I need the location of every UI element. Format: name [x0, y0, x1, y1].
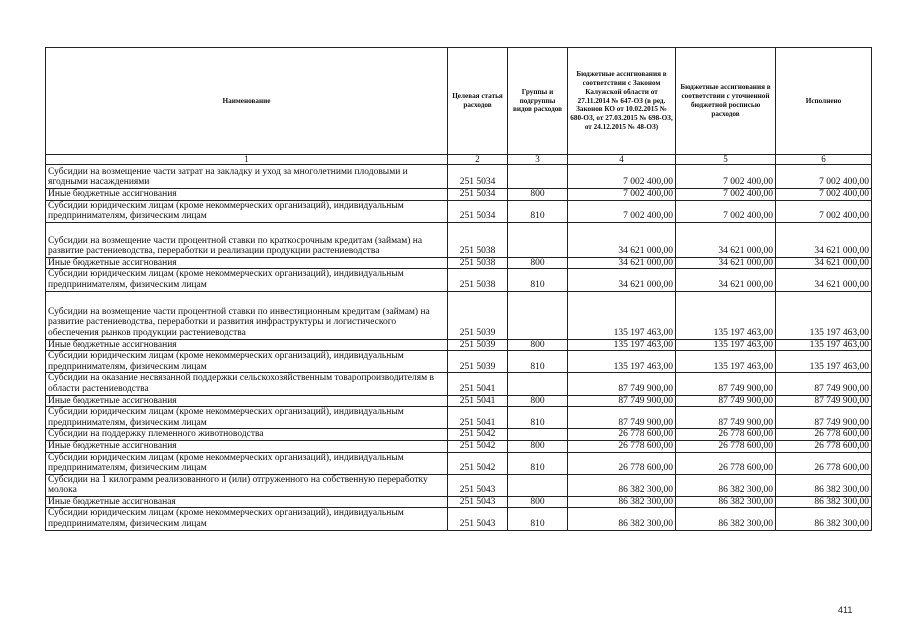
- row-name: Субсидии юридическим лицам (кроме некоммерческих организаций), индивидуальным предпринимателям, физическим лицам: [46, 269, 448, 291]
- row-expense-group: 800: [508, 440, 568, 452]
- table-row: [46, 291, 872, 339]
- row-expense-group: 800: [508, 395, 568, 407]
- row-budget-refined: 135 197 463,00: [676, 291, 776, 339]
- row-target-article: 251 5038: [448, 257, 508, 269]
- row-name: Иные бюджетные ассигнования: [46, 189, 448, 201]
- row-budget-refined: 7 002 400,00: [676, 189, 776, 201]
- row-executed: 86 382 300,00: [776, 508, 872, 530]
- row-expense-group: [508, 165, 568, 189]
- row-executed: 34 621 000,00: [776, 222, 872, 257]
- row-expense-group: [508, 429, 568, 441]
- table-row: [46, 508, 872, 530]
- row-expense-group: 800: [508, 257, 568, 269]
- row-executed: 7 002 400,00: [776, 200, 872, 222]
- table-row: [46, 269, 872, 291]
- row-target-article: 251 5041: [448, 373, 508, 395]
- row-name: Иные бюджетные ассигнования: [46, 339, 448, 351]
- row-target-article: 251 5041: [448, 407, 508, 429]
- row-target-article: 251 5034: [448, 189, 508, 201]
- row-target-article: 251 5034: [448, 165, 508, 189]
- column-number-row: [46, 155, 872, 165]
- row-name: Субсидии юридическим лицам (кроме некоммерческих организаций), индивидуальным предпринимателям, физическим лицам: [46, 351, 448, 373]
- row-executed: 87 749 900,00: [776, 407, 872, 429]
- row-executed: 87 749 900,00: [776, 395, 872, 407]
- row-executed: 87 749 900,00: [776, 373, 872, 395]
- row-target-article: 251 5039: [448, 291, 508, 339]
- row-expense-group: [508, 373, 568, 395]
- row-name: Субсидии юридическим лицам (кроме некоммерческих организаций), индивидуальным предпринимателям, физическим лицам: [46, 452, 448, 474]
- row-budget-refined: 87 749 900,00: [676, 395, 776, 407]
- row-executed: 34 621 000,00: [776, 269, 872, 291]
- row-budget-law: 87 749 900,00: [568, 395, 676, 407]
- column-number: 3: [508, 155, 568, 165]
- row-budget-refined: 26 778 600,00: [676, 440, 776, 452]
- row-budget-refined: 86 382 300,00: [676, 474, 776, 496]
- row-budget-law: 34 621 000,00: [568, 269, 676, 291]
- column-number: 5: [676, 155, 776, 165]
- row-name: Иные бюджетные ассигнования: [46, 257, 448, 269]
- row-budget-law: 135 197 463,00: [568, 291, 676, 339]
- row-budget-law: 34 621 000,00: [568, 222, 676, 257]
- row-budget-law: 86 382 300,00: [568, 474, 676, 496]
- column-number: 4: [568, 155, 676, 165]
- row-budget-refined: 135 197 463,00: [676, 351, 776, 373]
- table-row: [46, 474, 872, 496]
- page-number: 411: [838, 605, 853, 615]
- budget-table-sheet: [45, 47, 871, 531]
- table-row: [46, 165, 872, 189]
- row-expense-group: [508, 222, 568, 257]
- row-budget-law: 7 002 400,00: [568, 165, 676, 189]
- column-number: 1: [46, 155, 448, 165]
- header-target-article: Целевая статья расходов: [448, 48, 508, 155]
- table-row: [46, 373, 872, 395]
- row-name: Субсидии на 1 килограмм реализованного и (или) отгруженного на собственную переработку молока: [46, 474, 448, 496]
- row-name: Субсидии на возмещение части процентной ставки по краткосрочным кредитам (займам) на развитие растениеводства, переработки и реализации продукции растениеводства: [46, 222, 448, 257]
- row-budget-refined: 135 197 463,00: [676, 339, 776, 351]
- row-budget-refined: 26 778 600,00: [676, 429, 776, 441]
- table-row: [46, 257, 872, 269]
- row-executed: 86 382 300,00: [776, 474, 872, 496]
- table-row: [46, 200, 872, 222]
- row-budget-refined: 34 621 000,00: [676, 269, 776, 291]
- row-budget-law: 7 002 400,00: [568, 189, 676, 201]
- header-budget-law: Бюджетные ассигнования в соответствии с Законом Калужской области от 27.11.2014 № 647-ОЗ (в ред. Законов КО от 10.02.2015 № 680-ОЗ, от 27.03.2015 № 698-ОЗ, от 24.12.2015 № 48-ОЗ): [568, 48, 676, 155]
- row-budget-law: 7 002 400,00: [568, 200, 676, 222]
- row-budget-law: 34 621 000,00: [568, 257, 676, 269]
- row-expense-group: 810: [508, 351, 568, 373]
- row-name: Субсидии юридическим лицам (кроме некоммерческих организаций), индивидуальным предпринимателям, физическим лицам: [46, 407, 448, 429]
- table-row: [46, 222, 872, 257]
- row-budget-refined: 86 382 300,00: [676, 508, 776, 530]
- row-expense-group: [508, 291, 568, 339]
- row-expense-group: 810: [508, 269, 568, 291]
- table-body: [46, 165, 872, 531]
- row-expense-group: 800: [508, 189, 568, 201]
- row-expense-group: 810: [508, 407, 568, 429]
- row-target-article: 251 5038: [448, 269, 508, 291]
- row-budget-law: 135 197 463,00: [568, 339, 676, 351]
- table-row: [46, 351, 872, 373]
- row-executed: 135 197 463,00: [776, 351, 872, 373]
- header-executed: Исполнено: [776, 48, 872, 155]
- row-name: Субсидии на поддержку племенного животноводства: [46, 429, 448, 441]
- row-target-article: 251 5042: [448, 440, 508, 452]
- row-expense-group: 810: [508, 200, 568, 222]
- row-name: Субсидии на возмещение части затрат на закладку и уход за многолетними плодовыми и ягодными насаждениями: [46, 165, 448, 189]
- row-budget-law: 87 749 900,00: [568, 373, 676, 395]
- row-budget-refined: 34 621 000,00: [676, 222, 776, 257]
- row-name: Иные бюджетные ассигнованая: [46, 496, 448, 508]
- row-expense-group: [508, 474, 568, 496]
- header-budget-refined: Бюджетные ассигнования в соответствии с уточненной бюджетной росписью расходов: [676, 48, 776, 155]
- row-executed: 135 197 463,00: [776, 339, 872, 351]
- table-row: [46, 496, 872, 508]
- row-target-article: 251 5041: [448, 395, 508, 407]
- row-target-article: 251 5042: [448, 452, 508, 474]
- row-target-article: 251 5038: [448, 222, 508, 257]
- row-budget-law: 135 197 463,00: [568, 351, 676, 373]
- row-budget-law: 87 749 900,00: [568, 407, 676, 429]
- row-executed: 7 002 400,00: [776, 165, 872, 189]
- row-budget-law: 86 382 300,00: [568, 496, 676, 508]
- table-row: [46, 339, 872, 351]
- row-target-article: 251 5043: [448, 474, 508, 496]
- table-row: [46, 452, 872, 474]
- row-executed: 135 197 463,00: [776, 291, 872, 339]
- row-expense-group: 800: [508, 339, 568, 351]
- row-executed: 26 778 600,00: [776, 429, 872, 441]
- table-row: [46, 440, 872, 452]
- row-target-article: 251 5034: [448, 200, 508, 222]
- row-name: Субсидии на оказание несвязанной поддержки сельскохозяйственным товаропроизводителям в области растениеводства: [46, 373, 448, 395]
- row-budget-refined: 7 002 400,00: [676, 200, 776, 222]
- row-budget-refined: 87 749 900,00: [676, 407, 776, 429]
- row-budget-refined: 86 382 300,00: [676, 496, 776, 508]
- row-budget-refined: 87 749 900,00: [676, 373, 776, 395]
- row-target-article: 251 5043: [448, 496, 508, 508]
- row-expense-group: 810: [508, 508, 568, 530]
- row-budget-refined: 34 621 000,00: [676, 257, 776, 269]
- header-expense-group: Группы и подгруппы видов расходов: [508, 48, 568, 155]
- row-executed: 7 002 400,00: [776, 189, 872, 201]
- row-name: Субсидии юридическим лицам (кроме некоммерческих организаций), индивидуальным предпринимателям, физическим лицам: [46, 508, 448, 530]
- row-name: Субсидии на возмещение части процентной ставки по инвестиционным кредитам (займам) на развитие растениеводства, переработки и развития инфраструктуры и логистического обеспечения рынков продукции растениеводства: [46, 291, 448, 339]
- row-name: Иные бюджетные ассигнования: [46, 440, 448, 452]
- row-budget-law: 26 778 600,00: [568, 440, 676, 452]
- row-executed: 86 382 300,00: [776, 496, 872, 508]
- row-budget-refined: 26 778 600,00: [676, 452, 776, 474]
- row-budget-law: 26 778 600,00: [568, 429, 676, 441]
- row-executed: 26 778 600,00: [776, 440, 872, 452]
- table-row: [46, 189, 872, 201]
- table-row: [46, 429, 872, 441]
- row-expense-group: 800: [508, 496, 568, 508]
- row-target-article: 251 5039: [448, 351, 508, 373]
- budget-table: [45, 47, 872, 531]
- row-executed: 26 778 600,00: [776, 452, 872, 474]
- row-executed: 34 621 000,00: [776, 257, 872, 269]
- table-row: [46, 395, 872, 407]
- row-budget-law: 26 778 600,00: [568, 452, 676, 474]
- column-number: 6: [776, 155, 872, 165]
- row-name: Иные бюджетные ассигнования: [46, 395, 448, 407]
- row-budget-refined: 7 002 400,00: [676, 165, 776, 189]
- row-target-article: 251 5043: [448, 508, 508, 530]
- header-name: Наименование: [46, 48, 448, 155]
- row-name: Субсидии юридическим лицам (кроме некоммерческих организаций), индивидуальным предпринимателям, физическим лицам: [46, 200, 448, 222]
- row-budget-law: 86 382 300,00: [568, 508, 676, 530]
- row-expense-group: 810: [508, 452, 568, 474]
- row-target-article: 251 5039: [448, 339, 508, 351]
- table-row: [46, 407, 872, 429]
- column-number: 2: [448, 155, 508, 165]
- row-target-article: 251 5042: [448, 429, 508, 441]
- table-header-row: [46, 48, 872, 155]
